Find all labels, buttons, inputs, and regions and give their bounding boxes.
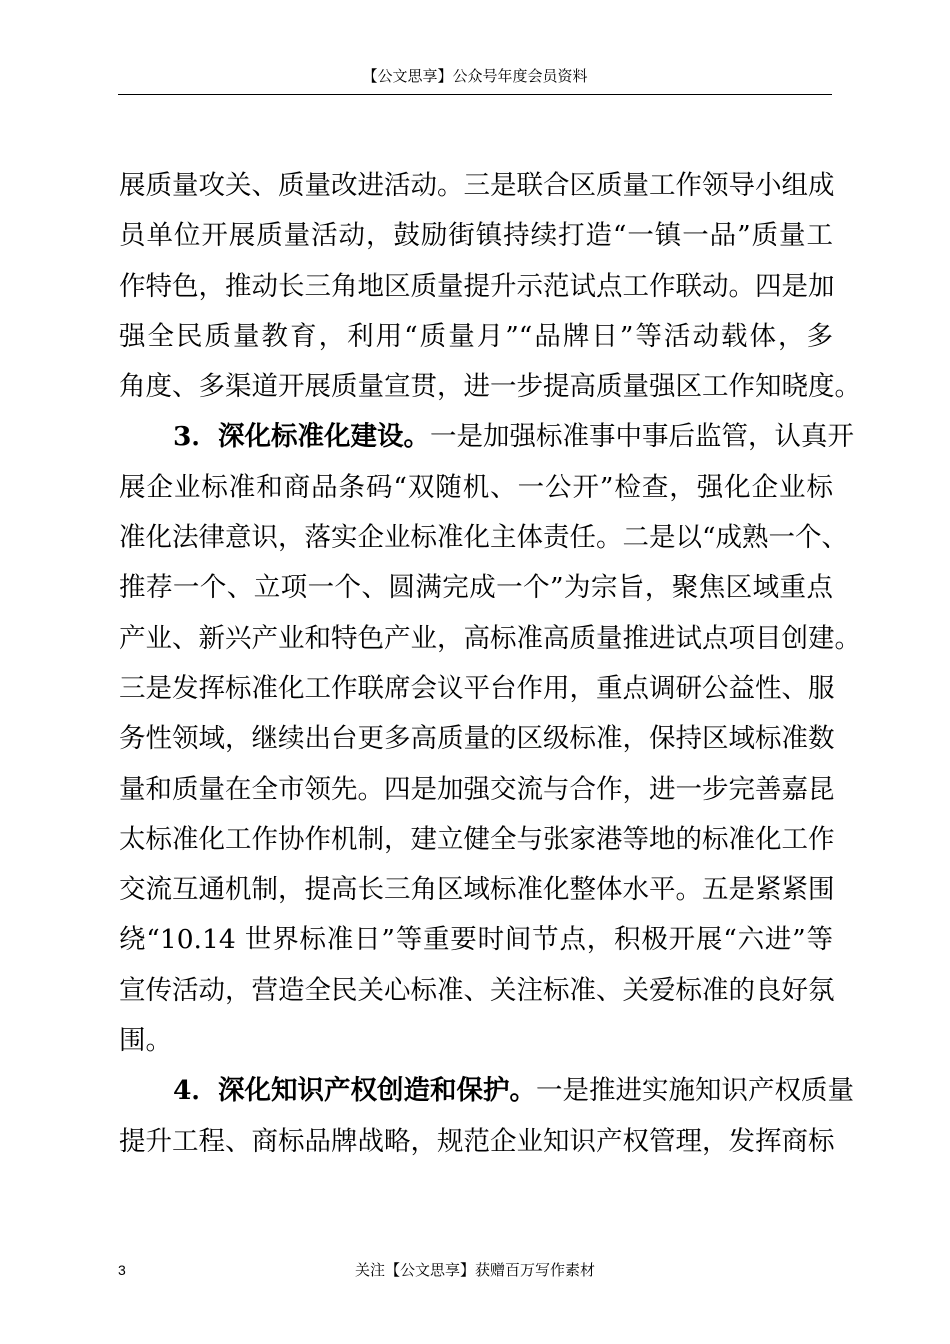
body-line: 展企业标准和商品条码“双随机、一公开”检查，强化企业标 (119, 471, 833, 503)
body-line: 强全民质量教育，利用“质量月”“品牌日”等活动载体，多 (119, 320, 833, 352)
section-heading-line: 4．深化知识产权创造和保护。一是推进实施知识产权质量 (173, 1075, 854, 1107)
body-line: 交流互通机制，提高长三角区域标准化整体水平。五是紧紧围 (119, 874, 835, 906)
body-line: 量和质量在全市领先。四是加强交流与合作，进一步完善嘉昆 (119, 773, 835, 805)
body-line: 推荐一个、立项一个、圆满完成一个”为宗旨，聚焦区域重点 (119, 572, 833, 604)
body-line: 产业、新兴产业和特色产业，高标准高质量推进试点项目创建。 (119, 622, 861, 654)
page-header: 【公文思享】公众号年度会员资料 (362, 67, 588, 85)
header-divider (118, 94, 832, 95)
body-line: 务性领域，继续出台更多高质量的区级标准，保持区域标准数 (119, 723, 835, 755)
body-line: 太标准化工作协作机制，建立健全与张家港等地的标准化工作 (119, 823, 835, 855)
footer-text: 关注【公文思享】获赠百万写作素材 (354, 1261, 595, 1279)
section-heading: 3．深化标准化建设。 (173, 421, 430, 453)
body-line: 三是发挥标准化工作联席会议平台作用，重点调研公益性、服 (119, 672, 835, 704)
body-line: 绕“10.14 世界标准日”等重要时间节点，积极开展“六进”等 (119, 924, 833, 956)
page-number: 3 (118, 1262, 126, 1278)
body-line: 展质量攻关、质量改进活动。三是联合区质量工作领导小组成 (119, 170, 835, 201)
body-line: 围。 (119, 1025, 172, 1057)
body-line: 宣传活动，营造全民关心标准、关注标准、关爱标准的良好氛 (119, 974, 835, 1006)
body-line: 作特色，推动长三角地区质量提升示范试点工作联动。四是加 (119, 270, 835, 302)
body-line: 角度、多渠道开展质量宣贯，进一步提高质量强区工作知晓度。 (119, 371, 861, 403)
document-body (119, 161, 861, 1167)
section-heading-line: 3．深化标准化建设。一是加强标准事中事后监管，认真开 (173, 421, 854, 453)
body-line: 提升工程、商标品牌战略，规范企业知识产权管理，发挥商标 (119, 1125, 835, 1157)
section-heading: 4．深化知识产权创造和保护。 (173, 1075, 536, 1107)
body-line: 准化法律意识，落实企业标准化主体责任。二是以“成熟一个、 (119, 522, 849, 554)
body-line: 员单位开展质量活动，鼓励街镇持续打造“一镇一品”质量工 (119, 220, 833, 252)
